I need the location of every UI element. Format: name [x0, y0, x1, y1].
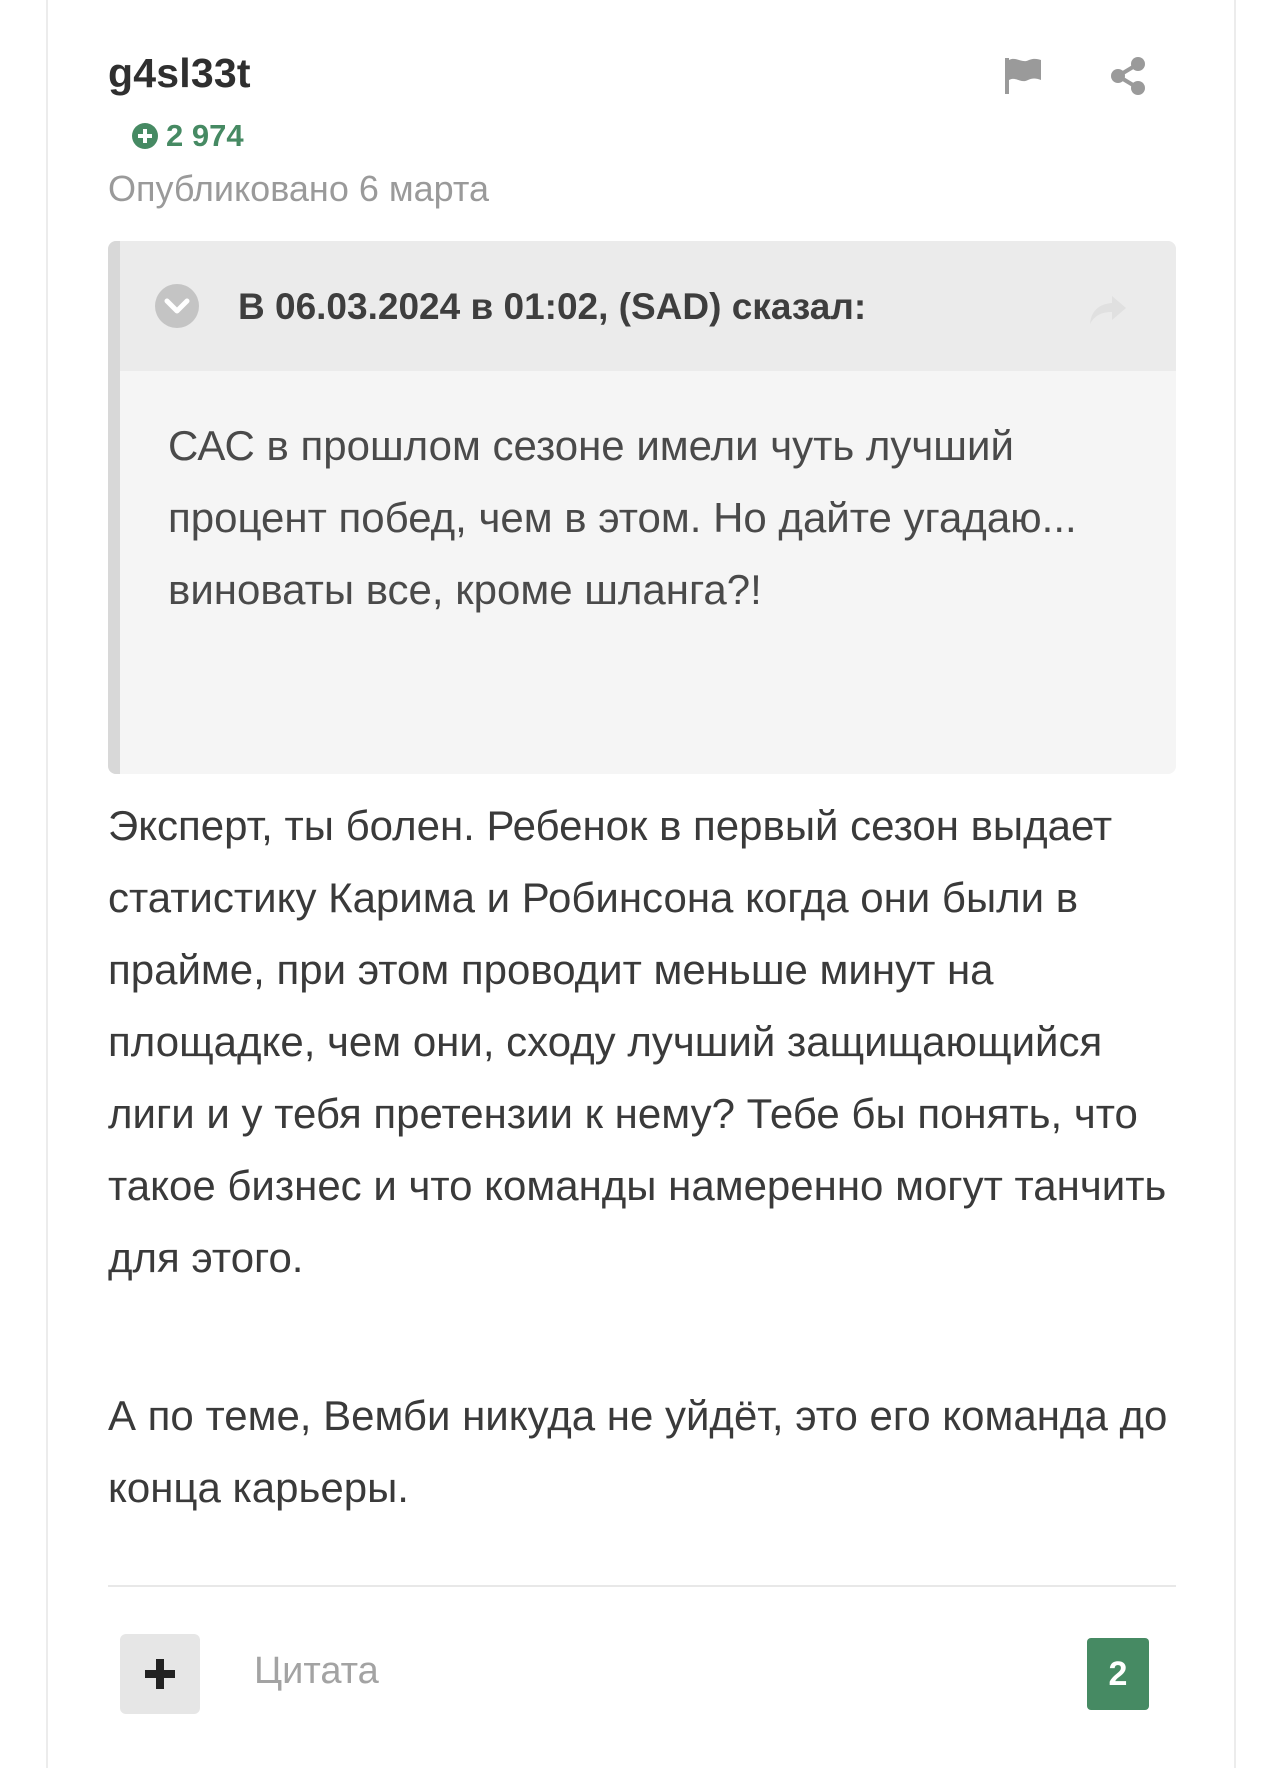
footer-divider: [108, 1585, 1176, 1587]
add-reaction-button[interactable]: [120, 1634, 200, 1714]
post-paragraph: Эксперт, ты болен. Ребенок в первый сезон выдает статистику Карима и Робинсона когда они были в прайме, при этом проводит меньше минут на площадке, чем они, сходу лучший защищающийся лиги и у тебя претензии к нему? Тебе бы понять, что такое бизнес и что команды намеренно могут танчить для этого.: [108, 802, 1167, 1281]
published-date[interactable]: Опубликовано 6 марта: [108, 168, 489, 209]
share-arrow-icon[interactable]: [1086, 290, 1130, 330]
post-paragraph: А по теме, Вемби никуда не уйдёт, это его команда до конца карьеры.: [108, 1392, 1168, 1511]
post-content: [108, 790, 1188, 1610]
share-icon[interactable]: [1108, 56, 1148, 96]
plus-icon: [120, 1634, 200, 1714]
quote-button[interactable]: Цитата: [254, 1650, 379, 1692]
reputation-count: 2 974: [166, 118, 244, 153]
reputation-badge: [132, 118, 244, 154]
quote-left-bar: [108, 241, 120, 774]
plus-circle-icon: [132, 123, 158, 149]
author-name[interactable]: g4sl33t: [108, 50, 251, 96]
quote-body: САС в прошлом сезоне имели чуть лучший процент побед, чем в этом. Но дайте угадаю... виноваты все, кроме шланга?!: [168, 422, 1077, 613]
quote-citation: В 06.03.2024 в 01:02, (SAD) сказал:: [238, 286, 867, 327]
reaction-count-badge[interactable]: 2: [1087, 1638, 1149, 1710]
chevron-down-circle-icon[interactable]: [155, 284, 199, 328]
flag-icon[interactable]: [1002, 56, 1044, 96]
